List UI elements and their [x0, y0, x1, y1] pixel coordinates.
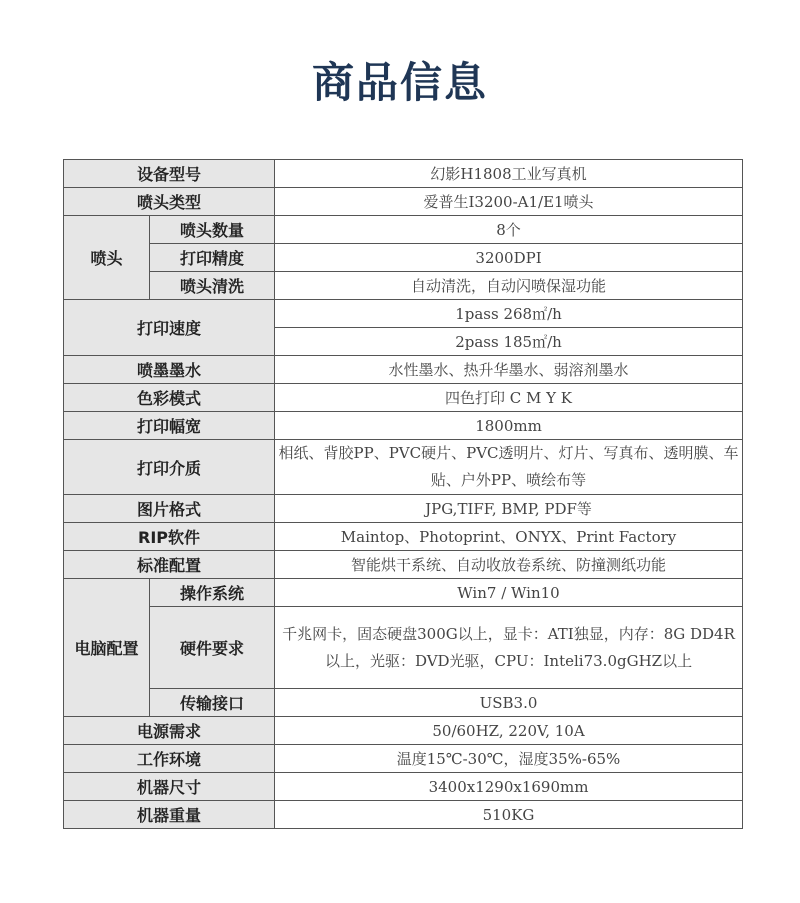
spec-table	[63, 159, 743, 829]
table-row	[64, 188, 743, 216]
spec-label: 标准配置	[64, 551, 275, 579]
spec-label: 喷墨墨水	[64, 356, 275, 384]
table-row	[64, 551, 743, 579]
spec-label: 喷头清洗	[150, 272, 275, 300]
table-row	[64, 384, 743, 412]
spec-value: 水性墨水、热升华墨水、弱溶剂墨水	[275, 356, 743, 384]
table-row	[64, 801, 743, 829]
spec-value: 8个	[275, 216, 743, 244]
table-row	[64, 745, 743, 773]
spec-label: 机器尺寸	[64, 773, 275, 801]
spec-label: 传输接口	[150, 689, 275, 717]
spec-value: 510KG	[275, 801, 743, 829]
spec-value: 智能烘干系统、自动收放卷系统、防撞测纸功能	[275, 551, 743, 579]
spec-value: 3400x1290x1690mm	[275, 773, 743, 801]
spec-label: 打印速度	[64, 300, 275, 356]
spec-label: 打印精度	[150, 244, 275, 272]
spec-value: 1800mm	[275, 412, 743, 440]
table-row	[64, 495, 743, 523]
spec-value: 千兆网卡，固态硬盘300G以上，显卡：ATI独显，内存：8G DD4R以上，光驱：DVD光驱，CPU：Inteli73.0gGHZ以上	[275, 607, 743, 689]
spec-label: 图片格式	[64, 495, 275, 523]
spec-group-label: 电脑配置	[64, 579, 150, 717]
spec-label: 电源需求	[64, 717, 275, 745]
spec-value: 2pass 185㎡/h	[275, 328, 743, 356]
spec-label: 打印介质	[64, 440, 275, 495]
table-row	[64, 579, 743, 607]
spec-value: 四色打印 C M Y K	[275, 384, 743, 412]
spec-value: 50/60HZ, 220V, 10A	[275, 717, 743, 745]
spec-value: 幻影H1808工业写真机	[275, 160, 743, 188]
spec-label: 色彩模式	[64, 384, 275, 412]
spec-label: RIP软件	[64, 523, 275, 551]
table-row	[64, 272, 743, 300]
table-row	[64, 412, 743, 440]
table-row	[64, 216, 743, 244]
spec-value: Maintop、Photoprint、ONYX、Print Factory	[275, 523, 743, 551]
table-row	[64, 689, 743, 717]
spec-value: 1pass 268㎡/h	[275, 300, 743, 328]
table-row	[64, 717, 743, 745]
spec-label: 工作环境	[64, 745, 275, 773]
spec-label: 硬件要求	[150, 607, 275, 689]
table-row	[64, 244, 743, 272]
page-title: 商品信息	[311, 58, 488, 107]
spec-value: 相纸、背胶PP、PVC硬片、PVC透明片、灯片、写真布、透明膜、车贴、户外PP、喷绘布等	[275, 440, 743, 495]
spec-value: Win7 / Win10	[275, 579, 743, 607]
spec-label: 操作系统	[150, 579, 275, 607]
table-row	[64, 440, 743, 495]
table-row	[64, 773, 743, 801]
spec-label: 打印幅宽	[64, 412, 275, 440]
spec-value: USB3.0	[275, 689, 743, 717]
spec-group-label: 喷头	[64, 216, 150, 300]
spec-label: 设备型号	[64, 160, 275, 188]
spec-label: 机器重量	[64, 801, 275, 829]
spec-value: JPG,TIFF, BMP, PDF等	[275, 495, 743, 523]
table-row	[64, 356, 743, 384]
spec-value: 温度15℃-30℃，湿度35%-65%	[275, 745, 743, 773]
table-row	[64, 523, 743, 551]
spec-value: 自动清洗，自动闪喷保湿功能	[275, 272, 743, 300]
spec-value: 3200DPI	[275, 244, 743, 272]
table-row	[64, 160, 743, 188]
table-row	[64, 607, 743, 689]
table-row	[64, 300, 743, 328]
spec-value: 爱普生I3200-A1/E1喷头	[275, 188, 743, 216]
spec-label: 喷头类型	[64, 188, 275, 216]
spec-label: 喷头数量	[150, 216, 275, 244]
